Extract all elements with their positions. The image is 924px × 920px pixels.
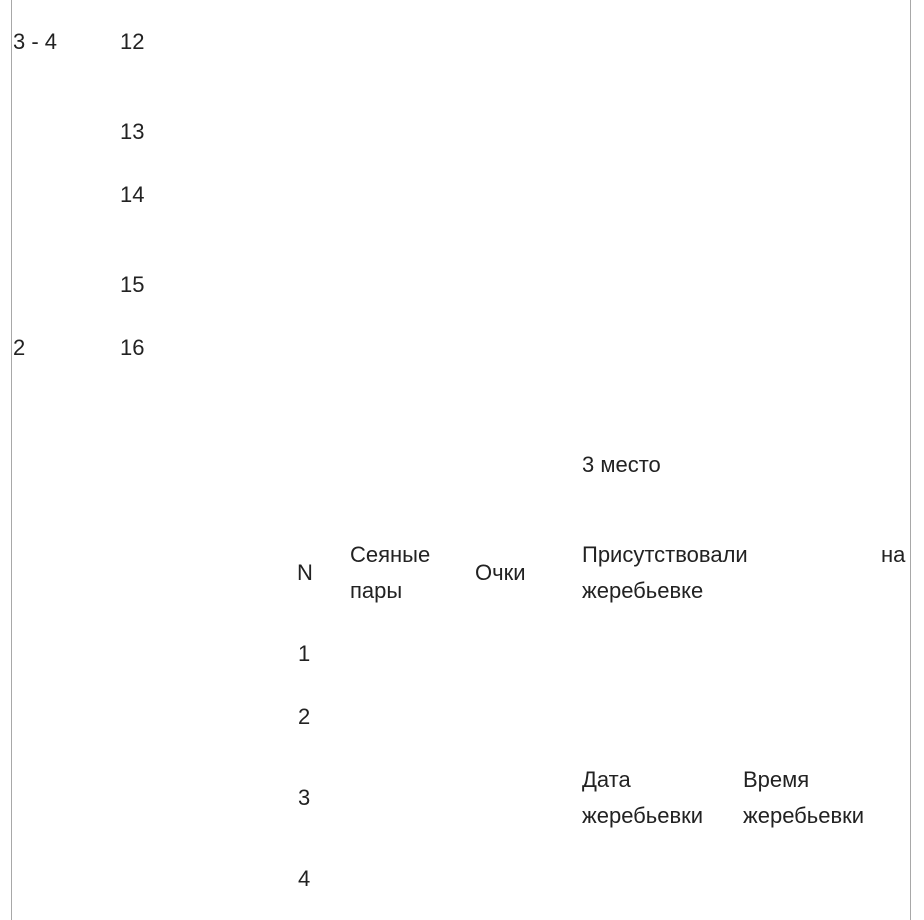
header-attended-line2: жеребьевке	[582, 578, 704, 603]
position-cell: 12	[120, 29, 145, 54]
row-number: 4	[298, 866, 311, 891]
row-number: 3	[298, 785, 311, 810]
header-attended-word2: на	[881, 542, 906, 567]
position-cell: 13	[120, 119, 145, 144]
header-points: Очки	[475, 560, 526, 585]
position-cell: 14	[120, 182, 145, 207]
position-cell: 15	[120, 272, 145, 297]
third-place-title: 3 место	[582, 452, 661, 477]
header-seeded-pairs-line1: Сеяные	[350, 542, 431, 567]
draw-date-line1: Дата	[582, 767, 631, 792]
draw-date-line2: жеребьевки	[582, 803, 704, 828]
header-attended-word1: Присутствовали	[582, 542, 748, 567]
row-number: 2	[298, 704, 311, 729]
row-number: 1	[298, 641, 311, 666]
draw-time-line2: жеребьевки	[743, 803, 865, 828]
page-left-border	[11, 0, 12, 920]
page-right-border	[910, 0, 911, 920]
draw-time-line1: Время	[743, 767, 810, 792]
position-cell: 16	[120, 335, 145, 360]
seed-cell: 2	[13, 335, 26, 360]
header-n: N	[297, 560, 313, 585]
header-seeded-pairs-line2: пары	[350, 578, 403, 603]
seed-cell: 3 - 4	[13, 29, 58, 54]
